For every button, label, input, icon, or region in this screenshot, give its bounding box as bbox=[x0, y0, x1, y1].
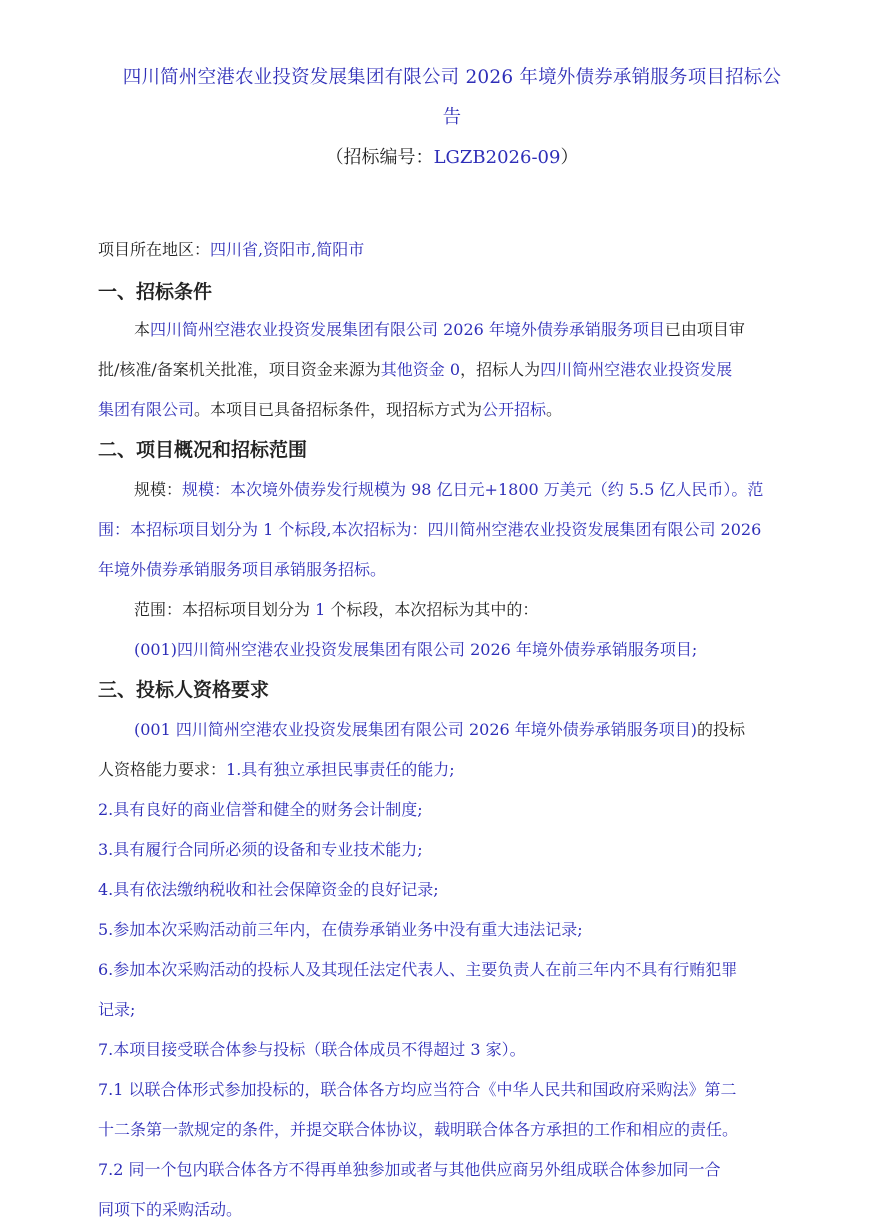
location-value: 四川省,资阳市,简阳市 bbox=[210, 240, 365, 259]
document-title-line2: 告 bbox=[442, 107, 462, 128]
text-run: 。 bbox=[546, 400, 563, 419]
section1-line bbox=[98, 398, 810, 422]
qualification-item: 6.参加本次采购活动的投标人及其现任法定代表人、主要负责人在前三年内不具有行贿犯罪 bbox=[98, 960, 738, 979]
text-run: 个标段，本次招标为其中的： bbox=[325, 600, 539, 619]
text-run: 其他资金 0 bbox=[380, 360, 461, 379]
section3-line bbox=[134, 718, 846, 742]
section2-line bbox=[134, 638, 846, 662]
text-run: 范围：本招标项目划分为 bbox=[134, 600, 316, 619]
text-run: 规模：本次境外债券发行规模为 98 亿日元+1800 万美元（约 5.5 亿人民币）。范 bbox=[182, 480, 764, 499]
text-run: 批/核准/备案机关批准，项目资金来源为 bbox=[98, 360, 381, 379]
qualification-item: 7.2 同一个包内联合体各方不得再单独参加或者与其他供应商另外组成联合体参加同一合 bbox=[98, 1160, 721, 1179]
location-label: 项目所在地区： bbox=[98, 240, 211, 259]
qualification-item: 3.具有履行合同所必须的设备和专业技术能力; bbox=[98, 840, 423, 859]
qualification-item: 7.1 以联合体形式参加投标的，联合体各方均应当符合《中华人民共和国政府采购法》第二 bbox=[98, 1080, 737, 1099]
text-run: (001 四川简州空港农业投资发展集团有限公司 2026 年境外债券承销服务项目) bbox=[134, 720, 698, 739]
qualification-item: 2.具有良好的商业信誉和健全的财务会计制度; bbox=[98, 800, 423, 819]
text-run: 已由项目审 bbox=[664, 320, 745, 339]
text-run: 集团有限公司 bbox=[98, 400, 195, 419]
tender-code-value: LGZB2026-09 bbox=[433, 147, 561, 168]
section1-line bbox=[134, 318, 846, 342]
section2-line bbox=[134, 598, 846, 622]
text-run: 1.具有独立承担民事责任的能力; bbox=[226, 760, 455, 779]
section2-line bbox=[98, 558, 810, 582]
qualification-item: 4.具有依法缴纳税收和社会保障资金的良好记录; bbox=[98, 880, 439, 899]
tender-code-suffix: ） bbox=[560, 147, 579, 168]
section3-line bbox=[98, 758, 810, 782]
qualification-item: 记录; bbox=[98, 1000, 136, 1019]
text-run: 人资格能力要求： bbox=[98, 760, 227, 779]
section2-line bbox=[134, 478, 846, 502]
text-run: (001)四川简州空港农业投资发展集团有限公司 2026 年境外债券承销服务项目; bbox=[134, 640, 698, 659]
qualification-item: 十二条第一款规定的条件，并提交联合体协议，载明联合体各方承担的工作和相应的责任。 bbox=[98, 1120, 739, 1139]
section-heading-2: 二、项目概况和招标范围 bbox=[98, 439, 308, 461]
section-heading-3: 三、投标人资格要求 bbox=[98, 679, 270, 701]
text-run: 围：本招标项目划分为 1 个标段,本次招标为：四川简州空港农业投资发展集团有限公司 2026 bbox=[98, 520, 762, 539]
section-heading-1: 一、招标条件 bbox=[98, 281, 213, 303]
text-run: 四川简州空港农业投资发展集团有限公司 2026 年境外债券承销服务项目 bbox=[150, 320, 665, 339]
text-run: 公开招标 bbox=[482, 400, 547, 419]
project-location bbox=[98, 238, 810, 262]
document-title-line1: 四川简州空港农业投资发展集团有限公司 2026 年境外债券承销服务项目招标公 bbox=[122, 67, 782, 88]
text-run: 年境外债券承销服务项目承销服务招标。 bbox=[98, 560, 387, 579]
section2-line bbox=[98, 518, 810, 542]
text-run: 规模： bbox=[134, 480, 183, 499]
qualification-item: 7.本项目接受联合体参与投标（联合体成员不得超过 3 家）。 bbox=[98, 1040, 526, 1059]
text-run: 1 bbox=[315, 600, 326, 619]
tender-code-prefix: （招标编号： bbox=[325, 147, 434, 168]
text-run: 。本项目已具备招标条件，现招标方式为 bbox=[194, 400, 483, 419]
tender-code bbox=[96, 138, 808, 178]
qualification-item: 同项下的采购活动。 bbox=[98, 1200, 243, 1219]
text-run: 本 bbox=[134, 320, 151, 339]
text-run: 的投标 bbox=[697, 720, 746, 739]
section1-line bbox=[98, 358, 810, 382]
text-run: 四川简州空港农业投资发展 bbox=[540, 360, 733, 379]
text-run: ，招标人为 bbox=[460, 360, 541, 379]
qualification-item: 5.参加本次采购活动前三年内，在债券承销业务中没有重大违法记录; bbox=[98, 920, 583, 939]
